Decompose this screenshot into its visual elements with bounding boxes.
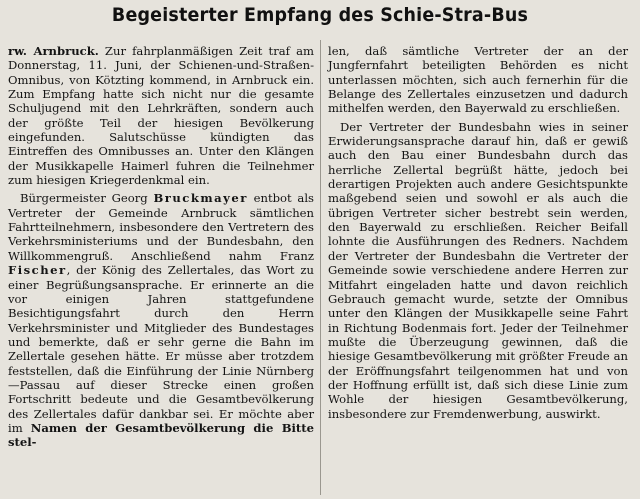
paragraph: len, daß sämtliche Vertreter der an der Jungfernfahrt beteiligten Behörden es nicht unterlassen möchten, sich auch fernerhin für die Belange des Zellertales einzusetzen und dadurch mithelfen werden, den Bayerwald zu erschließen. [328,44,628,116]
paragraph-text: Zur fahrplanmäßigen Zeit traf am Donnerstag, 11. Juni, der Schienen-und-Straßen-Omnibus, von Kötzting kommend, in Arnbruck ein. Zum Empfang hatte sich nicht nur die gesamte Schuljugend mit den Lehrkräften, sondern auch der größte Teil der hiesigen Bevölkerung eingefunden. Salutschüsse kündigten das Eintreffen des Omnibusses an. Unter den Klängen der Musikkapelle Haimerl fuhren die Teilnehmer zum hiesigen Kriegerdenkmal ein. [8,44,314,188]
person-name: Fischer [8,263,67,278]
paragraph: Der Vertreter der Bundesbahn wies in seiner Erwiderungsansprache darauf hin, daß er gewiß auch den Bau einer Bundesbahn durch das herrliche Zellertal begrüßt hätte, jedoch bei derartigen Projekten auch andere Gesichtspunkte maßgebend seien und sowohl er als auch die übrigen Vertreter sicher bestrebt sein werden, den Bayerwald zu erschließen. Reicher Beifall lohnte die Ausführungen des Redners. Nachdem der Vertreter der Bundesbahn die Vertreter der Gemeinde sowie verschiedene andere Herren zur Mitfahrt eingeladen hatte und davon reichlich Gebrauch gemacht wurde, setzte der Omnibus unter den Klängen der Musikkapelle seine Fahrt in Richtung Bodenmais fort. Jeder der Teilnehmer mußte die Überzeugung gewinnen, daß die hiesige Gesamtbevölkerung mit größter Freude an der Eröffnungsfahrt teilgenommen hat und von der Hoffnung erfüllt ist, daß sich diese Linie zum Wohle der hiesigen Gesamtbevölkerung, insbesondere zur Fremdenwerbung, auswirkt. [328,119,628,421]
paragraph-text: , der König des Zellertales, das Wort zu einer Begrüßungsansprache. Er erinnerte an die vor einigen Jahren stattgefundene Besichtigungsfahrt durch den Herrn Verkehrsminister und Mitglieder des Bundestages und bemerkte, daß er sehr gerne die Bahn im Zellertale gesehen hätte. Er müsse aber trotzdem feststellen, daß die Einführung der Linie Nürnberg—Passau auf dieser Strecke einen großen Fortschritt bedeute und die Gesamtbevölkerung des Zellertales dafür dankbar sei. Er möchte aber im [8,263,314,435]
headline: Begeisterter Empfang des Schie-Stra-Bus [111,4,529,26]
right-column [328,44,628,421]
left-column [8,44,314,450]
column-divider [320,40,321,495]
paragraph [8,191,314,449]
dateline: rw. Arnbruck. [8,44,99,58]
paragraph-text: entbot als Vertreter der Gemeinde Arnbruck sämtlichen Fahrtteilnehmern, insbesondere den Vertretern des Verkehrsministeriums und der Bundesbahn, den Willkommengruß. Anschließend nahm Franz [8,191,314,263]
bold-text: Namen der Gesamtbevölkerung die Bitte stel- [8,420,314,450]
paragraph-text: Bürgermeister Georg [20,191,148,206]
person-name: Bruckmayer [153,191,248,206]
paragraph [8,44,314,187]
